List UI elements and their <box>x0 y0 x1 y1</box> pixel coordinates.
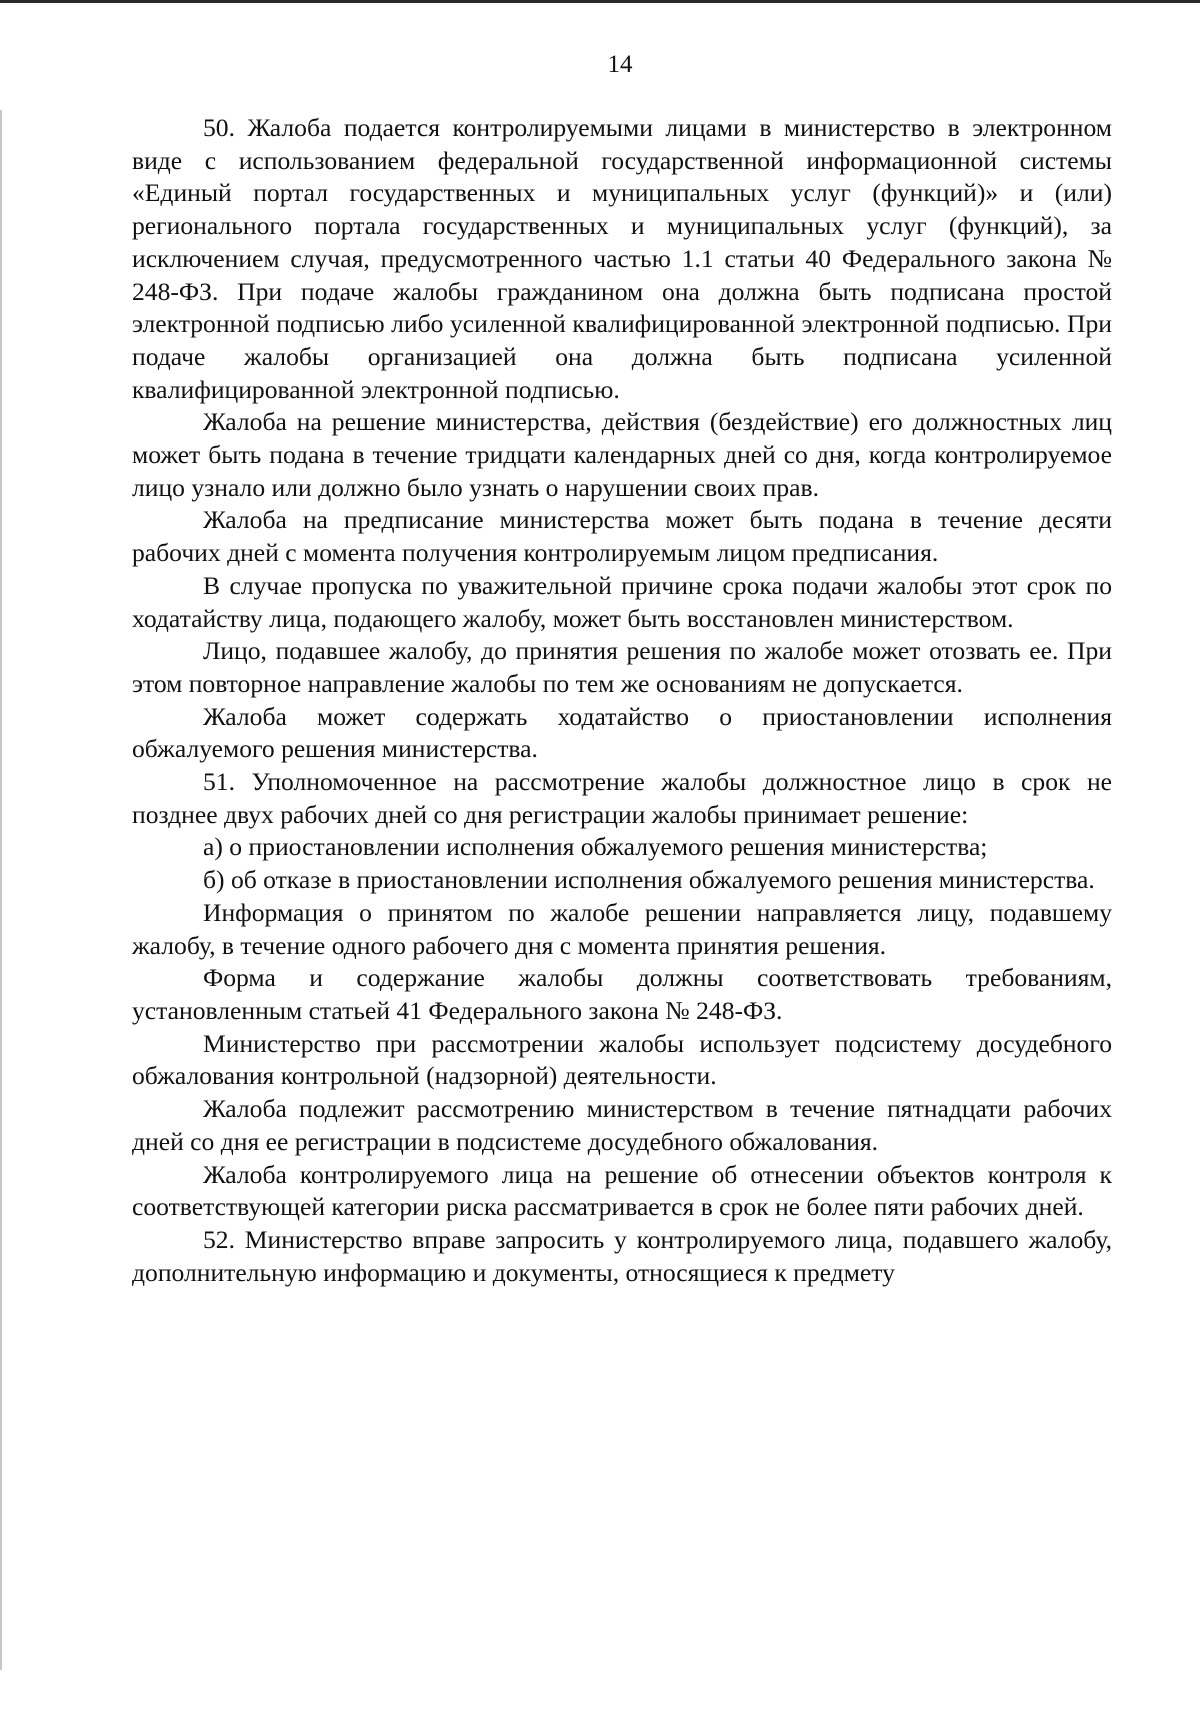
document-body <box>132 112 1112 1289</box>
paragraph-complaint-deadline-prescription: Жалоба на предписание министерства может быть подана в течение десяти рабочих дней с момента получения контролируемым лицом предписания. <box>132 505 1112 568</box>
paragraph-complaint-deadline-decision: Жалоба на решение министерства, действия (бездействие) его должностных лиц может быть подана в течение тридцати календарных дней со дня, когда контролируемое лицо узнало или должно было узнать о нарушении своих прав. <box>132 407 1112 502</box>
paragraph-review-period: Жалоба подлежит рассмотрению министерством в течение пятнадцати рабочих дней со дня ее регистрации в подсистеме досудебного обжалования. <box>132 1094 1112 1156</box>
paragraph-50-complaint-submission: 50. Жалоба подается контролируемыми лицами в министерство в электронном виде с использованием федеральной государственной информационной системы «Единый портал государственных и муниципальных услуг (функций)» и (или) регионального портала государственных и муниципальных услуг (функций), за исключением случая, предусмотренного частью 1.1 статьи 40 Федерального закона № 248-ФЗ. При подаче жалобы гражданином она должна быть подписана простой электронной подписью либо усиленной квалифицированной электронной подписью. При подаче жалобы организацией она должна быть подписана усиленной квалифицированной электронной подписью. <box>132 113 1112 404</box>
list-item-a-suspension: а) о приостановлении исполнения обжалуемого решения министерства; <box>203 832 988 862</box>
list-item-b-refusal: б) об отказе в приостановлении исполнения обжалуемого решения министерства. <box>203 865 1095 895</box>
page-number: 14 <box>607 51 633 78</box>
paragraph-pretrial-subsystem: Министерство при рассмотрении жалобы использует подсистему досудебного обжалования контрольной (надзорной) деятельности. <box>132 1028 1112 1091</box>
paragraph-complaint-form: Форма и содержание жалобы должны соответствовать требованиям, установленным статьей 41 Федерального закона № 248-ФЗ. <box>132 963 1112 1025</box>
paragraph-decision-notification: Информация о принятом по жалобе решении направляется лицу, подавшему жалобу, в течение одного рабочего дня с момента принятия решения. <box>132 897 1112 960</box>
paragraph-52-additional-information: 52. Министерство вправе запросить у контролируемого лица, подавшего жалобу, дополнительную информацию и документы, относящиеся к предмету <box>132 1224 1112 1287</box>
scan-border-left <box>0 110 2 1670</box>
paragraph-51-suspension-decision: 51. Уполномоченное на рассмотрение жалобы должностное лицо в срок не позднее двух рабочих дней со дня регистрации жалобы принимает решение: <box>132 767 1112 829</box>
paragraph-risk-category-review: Жалоба контролируемого лица на решение об отнесении объектов контроля к соответствующей категории риска рассматривается в срок не более пяти рабочих дней. <box>132 1159 1112 1222</box>
paragraph-complaint-withdrawal: Лицо, подавшее жалобу, до принятия решения по жалобе может отозвать ее. При этом повторное направление жалобы по тем же основаниям не допускается. <box>132 636 1112 698</box>
paragraph-deadline-restoration: В случае пропуска по уважительной причине срока подачи жалобы этот срок по ходатайству лица, подающего жалобу, может быть восстановлен министерством. <box>132 570 1112 633</box>
scan-border-top <box>0 0 1200 3</box>
paragraph-suspension-petition: Жалоба может содержать ходатайство о приостановлении исполнения обжалуемого решения министерства. <box>132 701 1112 764</box>
